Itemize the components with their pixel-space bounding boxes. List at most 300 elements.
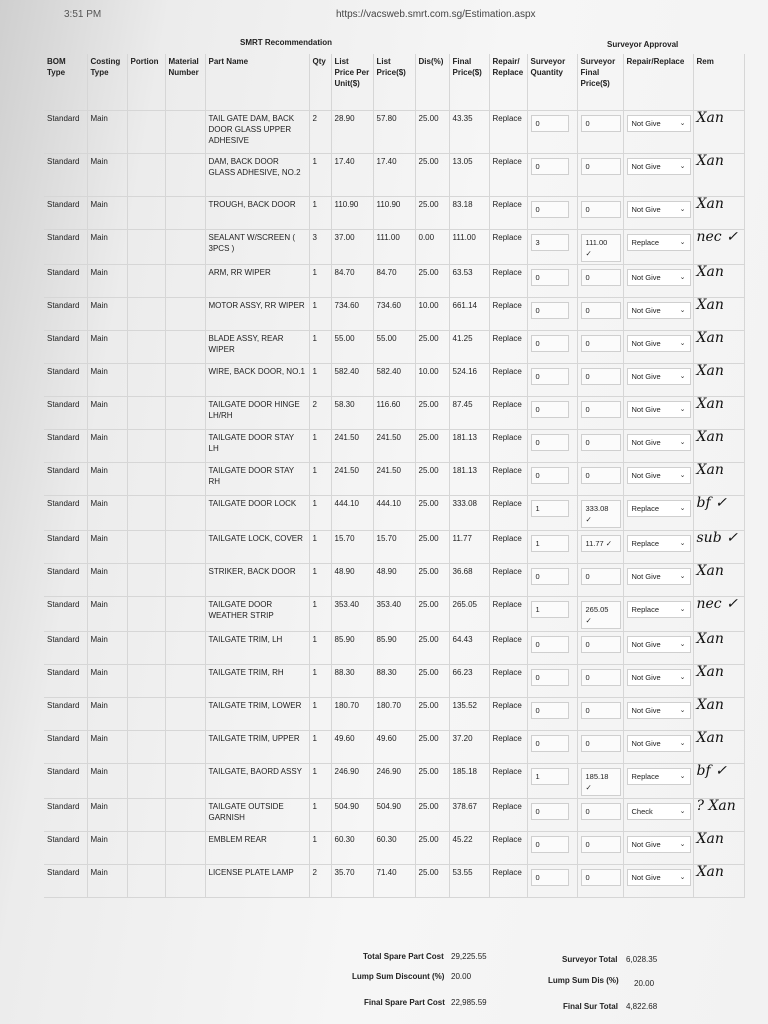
- list-price-unit-cell: 444.10: [331, 496, 373, 531]
- qty-cell: 1: [309, 331, 331, 364]
- discount-cell: 25.00: [415, 463, 449, 496]
- repair-replace-cell: Replace: [489, 298, 527, 331]
- col-costing-type: Costing Type: [87, 54, 127, 111]
- repair-replace-cell: Replace: [489, 496, 527, 531]
- surveyor-qty-cell: [527, 597, 577, 632]
- discount-cell: 25.00: [415, 764, 449, 799]
- portion-cell: [127, 832, 165, 865]
- surveyor-price-cell: [577, 111, 623, 154]
- final-spare-part-value: 22,985.59: [451, 998, 487, 1007]
- list-price-unit-cell: 353.40: [331, 597, 373, 632]
- qty-cell: 1: [309, 265, 331, 298]
- discount-cell: 25.00: [415, 564, 449, 597]
- surveyor-final-price-input[interactable]: 333.08 ✓: [581, 500, 621, 528]
- chevron-down-icon: ⌄: [679, 606, 686, 613]
- surveyor-final-price-input[interactable]: 0: [581, 803, 621, 820]
- repair-replace-select[interactable]: [627, 302, 691, 319]
- table-row: [44, 331, 744, 364]
- part-name-cell: WIRE, BACK DOOR, NO.1: [205, 364, 309, 397]
- surveyor-final-price-input[interactable]: 11.77 ✓: [581, 535, 621, 552]
- repair-replace-cell: Replace: [489, 463, 527, 496]
- handwritten-remark: Xan: [693, 265, 744, 298]
- discount-cell: 25.00: [415, 430, 449, 463]
- surveyor-qty-cell: [527, 111, 577, 154]
- table-row: [44, 731, 744, 764]
- repair-replace-select[interactable]: [627, 535, 691, 552]
- surveyor-qty-cell: [527, 698, 577, 731]
- surveyor-price-cell: [577, 799, 623, 832]
- costing-type-cell: Main: [87, 463, 127, 496]
- col-remarks: Rem: [693, 54, 744, 111]
- surveyor-final-price-input[interactable]: 0: [581, 269, 621, 286]
- costing-type-cell: Main: [87, 665, 127, 698]
- costing-type-cell: Main: [87, 731, 127, 764]
- qty-cell: 1: [309, 564, 331, 597]
- surveyor-rr-cell: [623, 397, 693, 430]
- material-number-cell: [165, 298, 205, 331]
- bom-type-cell: Standard: [44, 154, 87, 197]
- material-number-cell: [165, 230, 205, 265]
- surveyor-final-price-input[interactable]: 0: [581, 434, 621, 451]
- chevron-down-icon: ⌄: [679, 472, 686, 479]
- list-price-unit-cell: 28.90: [331, 111, 373, 154]
- final-price-cell: 36.68: [449, 564, 489, 597]
- repair-replace-select[interactable]: [627, 601, 691, 618]
- table-row: [44, 397, 744, 430]
- surveyor-quantity-input[interactable]: 0: [531, 803, 569, 820]
- final-surveyor-total-label: Final Sur Total: [563, 1002, 618, 1011]
- handwritten-remark: bf ✓: [693, 764, 744, 799]
- qty-cell: 1: [309, 597, 331, 632]
- surveyor-final-price-input[interactable]: 265.05 ✓: [581, 601, 621, 629]
- final-price-cell: 43.35: [449, 111, 489, 154]
- surveyor-price-cell: [577, 154, 623, 197]
- surveyor-final-price-input[interactable]: 0: [581, 836, 621, 853]
- bom-type-cell: Standard: [44, 531, 87, 564]
- portion-cell: [127, 564, 165, 597]
- surveyor-quantity-input[interactable]: 0: [531, 702, 569, 719]
- surveyor-rr-cell: [623, 564, 693, 597]
- qty-cell: 3: [309, 230, 331, 265]
- final-price-cell: 64.43: [449, 632, 489, 665]
- list-price-unit-cell: 49.60: [331, 731, 373, 764]
- chevron-down-icon: ⌄: [679, 874, 686, 881]
- repair-replace-select-value: Not Give: [631, 471, 661, 480]
- table-row: [44, 531, 744, 564]
- final-price-cell: 265.05: [449, 597, 489, 632]
- part-name-cell: TAILGATE TRIM, RH: [205, 665, 309, 698]
- list-price-unit-cell: 582.40: [331, 364, 373, 397]
- surveyor-quantity-input[interactable]: 0: [531, 636, 569, 653]
- portion-cell: [127, 597, 165, 632]
- bom-type-cell: Standard: [44, 597, 87, 632]
- surveyor-quantity-input[interactable]: 1: [531, 768, 569, 785]
- col-final-price: Final Price($): [449, 54, 489, 111]
- chevron-down-icon: ⌄: [679, 505, 686, 512]
- material-number-cell: [165, 496, 205, 531]
- costing-type-cell: Main: [87, 531, 127, 564]
- handwritten-remark: Xan: [693, 154, 744, 197]
- chevron-down-icon: ⌄: [679, 773, 686, 780]
- surveyor-quantity-input[interactable]: 1: [531, 500, 569, 517]
- list-price-cell: 180.70: [373, 698, 415, 731]
- repair-replace-select[interactable]: [627, 201, 691, 218]
- costing-type-cell: Main: [87, 430, 127, 463]
- surveyor-quantity-input[interactable]: 0: [531, 368, 569, 385]
- surveyor-rr-cell: [623, 531, 693, 564]
- list-price-cell: 84.70: [373, 265, 415, 298]
- material-number-cell: [165, 197, 205, 230]
- surveyor-quantity-input[interactable]: 0: [531, 115, 569, 132]
- discount-cell: 25.00: [415, 731, 449, 764]
- surveyor-final-price-input[interactable]: 0: [581, 702, 621, 719]
- surveyor-quantity-input[interactable]: 0: [531, 836, 569, 853]
- list-price-unit-cell: 180.70: [331, 698, 373, 731]
- surveyor-final-price-input[interactable]: 0: [581, 636, 621, 653]
- repair-replace-select[interactable]: [627, 869, 691, 886]
- discount-cell: 25.00: [415, 111, 449, 154]
- repair-replace-select[interactable]: [627, 669, 691, 686]
- part-name-cell: TAILGATE TRIM, LH: [205, 632, 309, 665]
- repair-replace-select[interactable]: [627, 234, 691, 251]
- handwritten-remark: Xan: [693, 298, 744, 331]
- part-name-cell: TAILGATE DOOR HINGE LH/RH: [205, 397, 309, 430]
- repair-replace-select[interactable]: [627, 702, 691, 719]
- repair-replace-cell: Replace: [489, 799, 527, 832]
- surveyor-approval-heading: Surveyor Approval: [607, 40, 679, 49]
- repair-replace-select-value: Not Give: [631, 372, 661, 381]
- surveyor-final-price-input[interactable]: 0: [581, 201, 621, 218]
- col-surveyor-repair-replace: Repair/Replace: [623, 54, 693, 111]
- surveyor-quantity-input[interactable]: 0: [531, 869, 569, 886]
- handwritten-remark: bf ✓: [693, 496, 744, 531]
- discount-cell: 25.00: [415, 832, 449, 865]
- surveyor-final-price-input[interactable]: 0: [581, 735, 621, 752]
- bom-type-cell: Standard: [44, 397, 87, 430]
- surveyor-qty-cell: [527, 197, 577, 230]
- surveyor-quantity-input[interactable]: 0: [531, 158, 569, 175]
- part-name-cell: SEALANT W/SCREEN ( 3PCS ): [205, 230, 309, 265]
- surveyor-quantity-input[interactable]: 0: [531, 467, 569, 484]
- col-list-price: List Price($): [373, 54, 415, 111]
- material-number-cell: [165, 331, 205, 364]
- repair-replace-select[interactable]: [627, 500, 691, 517]
- handwritten-remark: Xan: [693, 698, 744, 731]
- part-name-cell: TAILGATE DOOR LOCK: [205, 496, 309, 531]
- qty-cell: 1: [309, 665, 331, 698]
- list-price-cell: 444.10: [373, 496, 415, 531]
- repair-replace-select-value: Replace: [631, 772, 660, 781]
- page-url[interactable]: https://vacsweb.smrt.com.sg/Estimation.aspx: [336, 9, 536, 20]
- material-number-cell: [165, 111, 205, 154]
- final-surveyor-total-value: 4,822.68: [626, 1002, 658, 1011]
- surveyor-quantity-input[interactable]: 1: [531, 601, 569, 618]
- handwritten-remark: Xan: [693, 463, 744, 496]
- surveyor-rr-cell: [623, 764, 693, 799]
- list-price-cell: 55.00: [373, 331, 415, 364]
- material-number-cell: [165, 397, 205, 430]
- repair-replace-select[interactable]: [627, 368, 691, 385]
- repair-replace-cell: Replace: [489, 265, 527, 298]
- final-spare-part-label: Final Spare Part Cost: [364, 998, 445, 1007]
- list-price-cell: 734.60: [373, 298, 415, 331]
- part-name-cell: TAILGATE DOOR WEATHER STRIP: [205, 597, 309, 632]
- surveyor-final-price-input[interactable]: 0: [581, 568, 621, 585]
- repair-replace-select[interactable]: [627, 836, 691, 853]
- repair-replace-select-value: Replace: [631, 605, 660, 614]
- repair-replace-cell: Replace: [489, 197, 527, 230]
- surveyor-rr-cell: [623, 230, 693, 265]
- list-price-cell: 111.00: [373, 230, 415, 265]
- surveyor-final-price-input[interactable]: 111.00 ✓: [581, 234, 621, 262]
- surveyor-rr-cell: [623, 154, 693, 197]
- repair-replace-select-value: Not Give: [631, 339, 661, 348]
- costing-type-cell: Main: [87, 364, 127, 397]
- surveyor-quantity-input[interactable]: 0: [531, 669, 569, 686]
- material-number-cell: [165, 764, 205, 799]
- status-time: 3:51 PM: [64, 9, 102, 20]
- surveyor-quantity-input[interactable]: 0: [531, 434, 569, 451]
- costing-type-cell: Main: [87, 832, 127, 865]
- surveyor-final-price-input[interactable]: 0: [581, 401, 621, 418]
- repair-replace-select[interactable]: [627, 768, 691, 785]
- list-price-unit-cell: 55.00: [331, 331, 373, 364]
- repair-replace-select[interactable]: [627, 735, 691, 752]
- repair-replace-select[interactable]: [627, 434, 691, 451]
- repair-replace-select[interactable]: [627, 269, 691, 286]
- final-price-cell: 11.77: [449, 531, 489, 564]
- surveyor-rr-cell: [623, 832, 693, 865]
- table-row: [44, 364, 744, 397]
- surveyor-quantity-input[interactable]: 3: [531, 234, 569, 251]
- final-price-cell: 63.53: [449, 265, 489, 298]
- final-price-cell: 661.14: [449, 298, 489, 331]
- surveyor-qty-cell: [527, 265, 577, 298]
- repair-replace-select-value: Not Give: [631, 119, 661, 128]
- qty-cell: 2: [309, 111, 331, 154]
- list-price-cell: 71.40: [373, 865, 415, 898]
- table-row: [44, 632, 744, 665]
- final-price-cell: 13.05: [449, 154, 489, 197]
- repair-replace-cell: Replace: [489, 397, 527, 430]
- table-row: [44, 597, 744, 632]
- list-price-unit-cell: 88.30: [331, 665, 373, 698]
- surveyor-quantity-input[interactable]: 0: [531, 269, 569, 286]
- costing-type-cell: Main: [87, 799, 127, 832]
- table-row: [44, 865, 744, 898]
- portion-cell: [127, 197, 165, 230]
- material-number-cell: [165, 665, 205, 698]
- qty-cell: 1: [309, 799, 331, 832]
- chevron-down-icon: ⌄: [679, 573, 686, 580]
- costing-type-cell: Main: [87, 331, 127, 364]
- surveyor-lump-sum-label: Lump Sum Dis (%): [548, 976, 619, 985]
- bom-type-cell: Standard: [44, 632, 87, 665]
- list-price-cell: 353.40: [373, 597, 415, 632]
- bom-type-cell: Standard: [44, 832, 87, 865]
- list-price-cell: 15.70: [373, 531, 415, 564]
- surveyor-price-cell: [577, 632, 623, 665]
- portion-cell: [127, 632, 165, 665]
- part-name-cell: LICENSE PLATE LAMP: [205, 865, 309, 898]
- part-name-cell: TROUGH, BACK DOOR: [205, 197, 309, 230]
- discount-cell: 25.00: [415, 265, 449, 298]
- bom-type-cell: Standard: [44, 298, 87, 331]
- surveyor-rr-cell: [623, 632, 693, 665]
- surveyor-price-cell: [577, 698, 623, 731]
- list-price-unit-cell: 84.70: [331, 265, 373, 298]
- list-price-cell: 582.40: [373, 364, 415, 397]
- material-number-cell: [165, 154, 205, 197]
- material-number-cell: [165, 364, 205, 397]
- table-row: [44, 799, 744, 832]
- list-price-unit-cell: 15.70: [331, 531, 373, 564]
- surveyor-quantity-input[interactable]: 0: [531, 735, 569, 752]
- surveyor-quantity-input[interactable]: 1: [531, 535, 569, 552]
- surveyor-final-price-input[interactable]: 0: [581, 368, 621, 385]
- repair-replace-cell: Replace: [489, 564, 527, 597]
- surveyor-qty-cell: [527, 154, 577, 197]
- surveyor-quantity-input[interactable]: 0: [531, 302, 569, 319]
- lump-sum-discount-value: 20.00: [451, 972, 472, 981]
- surveyor-price-cell: [577, 665, 623, 698]
- surveyor-final-price-input[interactable]: 0: [581, 115, 621, 132]
- repair-replace-cell: Replace: [489, 597, 527, 632]
- surveyor-rr-cell: [623, 364, 693, 397]
- qty-cell: 1: [309, 698, 331, 731]
- discount-cell: 25.00: [415, 496, 449, 531]
- surveyor-total-label: Surveyor Total: [562, 955, 618, 964]
- surveyor-quantity-input[interactable]: 0: [531, 201, 569, 218]
- handwritten-remark: Xan: [693, 665, 744, 698]
- final-price-cell: 37.20: [449, 731, 489, 764]
- repair-replace-select[interactable]: [627, 803, 691, 820]
- portion-cell: [127, 665, 165, 698]
- repair-replace-select[interactable]: [627, 467, 691, 484]
- material-number-cell: [165, 265, 205, 298]
- col-repair-replace: Repair/ Replace: [489, 54, 527, 111]
- list-price-cell: 504.90: [373, 799, 415, 832]
- repair-replace-select[interactable]: [627, 158, 691, 175]
- qty-cell: 1: [309, 632, 331, 665]
- costing-type-cell: Main: [87, 496, 127, 531]
- portion-cell: [127, 331, 165, 364]
- final-price-cell: 83.18: [449, 197, 489, 230]
- col-qty: Qty: [309, 54, 331, 111]
- surveyor-rr-cell: [623, 430, 693, 463]
- table-header-row: [44, 54, 744, 111]
- surveyor-quantity-input[interactable]: 0: [531, 335, 569, 352]
- table-row: [44, 832, 744, 865]
- portion-cell: [127, 230, 165, 265]
- qty-cell: 2: [309, 397, 331, 430]
- discount-cell: 25.00: [415, 799, 449, 832]
- table-row: [44, 430, 744, 463]
- portion-cell: [127, 865, 165, 898]
- bom-type-cell: Standard: [44, 764, 87, 799]
- bom-type-cell: Standard: [44, 430, 87, 463]
- repair-replace-cell: Replace: [489, 430, 527, 463]
- handwritten-remark: Xan: [693, 397, 744, 430]
- material-number-cell: [165, 564, 205, 597]
- portion-cell: [127, 531, 165, 564]
- repair-replace-cell: Replace: [489, 665, 527, 698]
- part-name-cell: TAIL GATE DAM, BACK DOOR GLASS UPPER ADHESIVE: [205, 111, 309, 154]
- table-row: [44, 265, 744, 298]
- discount-cell: 25.00: [415, 331, 449, 364]
- handwritten-remark: Xan: [693, 111, 744, 154]
- chevron-down-icon: ⌄: [679, 641, 686, 648]
- qty-cell: 1: [309, 197, 331, 230]
- bom-type-cell: Standard: [44, 331, 87, 364]
- surveyor-qty-cell: [527, 731, 577, 764]
- surveyor-qty-cell: [527, 799, 577, 832]
- portion-cell: [127, 154, 165, 197]
- repair-replace-select-value: Not Give: [631, 706, 661, 715]
- table-row: [44, 698, 744, 731]
- list-price-cell: 241.50: [373, 430, 415, 463]
- portion-cell: [127, 764, 165, 799]
- table-row: [44, 764, 744, 799]
- surveyor-final-price-input[interactable]: 0: [581, 467, 621, 484]
- table-row: [44, 230, 744, 265]
- surveyor-final-price-input[interactable]: 0: [581, 302, 621, 319]
- repair-replace-select[interactable]: [627, 401, 691, 418]
- final-price-cell: 181.13: [449, 430, 489, 463]
- chevron-down-icon: ⌄: [679, 841, 686, 848]
- col-list-price-unit: List Price Per Unit($): [331, 54, 373, 111]
- repair-replace-select[interactable]: [627, 568, 691, 585]
- list-price-unit-cell: 110.90: [331, 197, 373, 230]
- handwritten-remark: nec ✓: [693, 597, 744, 632]
- material-number-cell: [165, 632, 205, 665]
- surveyor-qty-cell: [527, 865, 577, 898]
- surveyor-final-price-input[interactable]: 0: [581, 158, 621, 175]
- surveyor-lump-sum-value[interactable]: 20.00: [634, 979, 655, 988]
- surveyor-price-cell: [577, 731, 623, 764]
- surveyor-final-price-input[interactable]: 0: [581, 335, 621, 352]
- material-number-cell: [165, 698, 205, 731]
- portion-cell: [127, 731, 165, 764]
- discount-cell: 10.00: [415, 298, 449, 331]
- handwritten-remark: Xan: [693, 832, 744, 865]
- material-number-cell: [165, 531, 205, 564]
- repair-replace-select-value: Not Give: [631, 640, 661, 649]
- surveyor-price-cell: [577, 430, 623, 463]
- portion-cell: [127, 364, 165, 397]
- repair-replace-select[interactable]: [627, 335, 691, 352]
- surveyor-final-price-input[interactable]: 0: [581, 869, 621, 886]
- surveyor-quantity-input[interactable]: 0: [531, 568, 569, 585]
- repair-replace-select[interactable]: [627, 636, 691, 653]
- surveyor-rr-cell: [623, 111, 693, 154]
- surveyor-quantity-input[interactable]: 0: [531, 401, 569, 418]
- bom-type-cell: Standard: [44, 197, 87, 230]
- list-price-unit-cell: 734.60: [331, 298, 373, 331]
- portion-cell: [127, 496, 165, 531]
- table-row: [44, 154, 744, 197]
- portion-cell: [127, 111, 165, 154]
- surveyor-price-cell: [577, 197, 623, 230]
- repair-replace-cell: Replace: [489, 731, 527, 764]
- surveyor-final-price-input[interactable]: 185.18 ✓: [581, 768, 621, 796]
- repair-replace-select-value: Not Give: [631, 673, 661, 682]
- estimation-table: [44, 54, 745, 898]
- repair-replace-cell: Replace: [489, 865, 527, 898]
- portion-cell: [127, 430, 165, 463]
- repair-replace-select[interactable]: [627, 115, 691, 132]
- surveyor-final-price-input[interactable]: 0: [581, 669, 621, 686]
